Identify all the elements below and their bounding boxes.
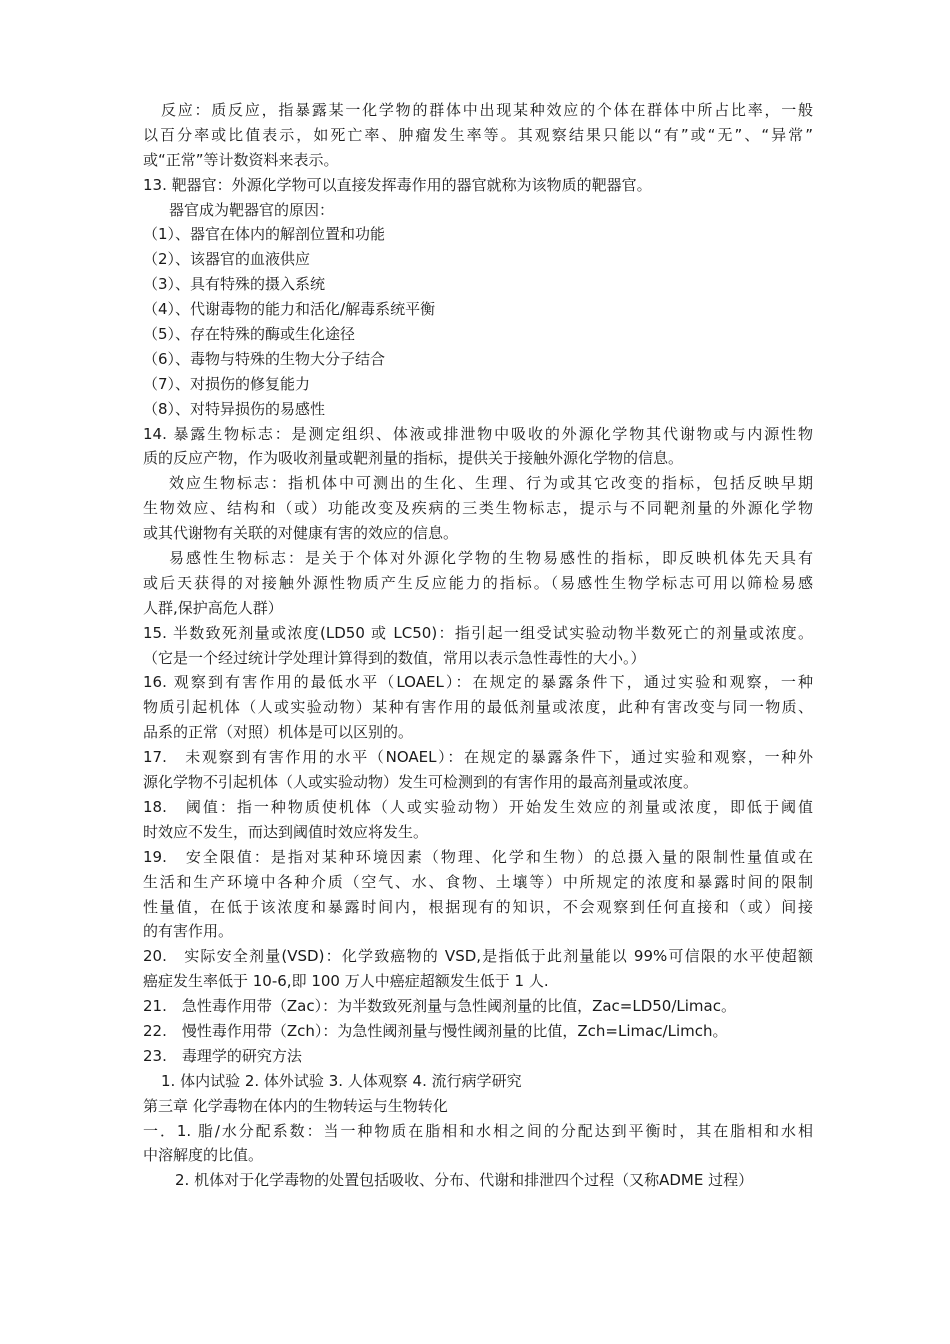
text-line: 15. 半数致死剂量或浓度(LD50 或 LC50)：指引起一组受试实验动物半数死亡的剂量或浓度。 <box>143 623 813 642</box>
text-line: 生活和生产环境中各种介质（空气、水、食物、土壤等）中所规定的浓度和暴露时间的限制 <box>143 872 813 891</box>
text-line: 易感性生物标志：是关于个体对外源化学物的生物易感性的指标，即反映机体先天具有 <box>169 549 813 568</box>
text-line: 16. 观察到有害作用的最低水平（LOAEL）：在规定的暴露条件下，通过实验和观察，一种 <box>143 673 813 692</box>
text-line: 18. 阈值：指一种物质使机体（人或实验动物）开始发生效应的剂量或浓度，即低于阈值 <box>143 797 813 816</box>
text-line: 22. 慢性毒作用带（Zch）：为急性阈剂量与慢性阈剂量的比值，Zch=Limac/Limch。 <box>143 1021 728 1040</box>
text-line: 反应：质反应，指暴露某一化学物的群体中出现某种效应的个体在群体中所占比率，一般 <box>161 101 813 119</box>
text-line: 14. 暴露生物标志：是测定组织、体液或排泄物中吸收的外源化学物其代谢物或与内源性物 <box>143 424 813 443</box>
text-line: 1. 体内试验 2. 体外试验 3. 人体观察 4. 流行病学研究 <box>161 1071 522 1090</box>
text-line: 第三章 化学毒物在体内的生物转运与生物转化 <box>143 1096 448 1115</box>
document-body <box>143 98 813 1193</box>
text-line: 21. 急性毒作用带（Zac）：为半数致死剂量与急性阈剂量的比值，Zac=LD50/Limac。 <box>143 997 736 1016</box>
text-line: 效应生物标志：指机体中可测出的生化、生理、行为或其它改变的指标，包括反映早期 <box>169 474 813 493</box>
text-line: 生物效应、结构和（或）功能改变及疾病的三类生物标志，提示与不同靶剂量的外源化学物 <box>143 499 813 518</box>
text-line: 的有害作用。 <box>143 922 234 941</box>
text-line: 源化学物不引起机体（人或实验动物）发生可检测到的有害作用的最高剂量或浓度。 <box>143 773 699 792</box>
text-line: 器官成为靶器官的原因： <box>169 200 335 219</box>
text-line: 物质引起机体（人或实验动物）某种有害作用的最低剂量或浓度，此种有害改变与同一物质、 <box>143 698 813 717</box>
text-line: （5）、存在特殊的酶或生化途径 <box>143 325 356 344</box>
text-line: 时效应不发生，而达到阈值时效应将发生。 <box>143 822 429 841</box>
text-line: 以百分率或比值表示，如死亡率、肿瘤发生率等。其观察结果只能以“有”或“无”、“异常” <box>143 125 813 144</box>
text-line: 性量值，在低于该浓度和暴露时间内，根据现有的知识，不会观察到任何直接和（或）间接 <box>143 897 813 916</box>
text-line: 中溶解度的比值。 <box>143 1146 264 1165</box>
text-line: 或后天获得的对接触外源性物质产生反应能力的指标。（易感性生物学标志可用以筛检易感 <box>143 573 813 592</box>
text-line: （6）、毒物与特殊的生物大分子结合 <box>143 349 386 368</box>
text-line: （3）、具有特殊的摄入系统 <box>143 275 326 294</box>
text-line: 人群,保护高危人群） <box>143 598 283 617</box>
text-line: 19. 安全限值：是指对某种环境因素（物理、化学和生物）的总摄入量的限制性量值或在 <box>143 847 813 866</box>
text-line: 13. 靶器官：外源化学物可以直接发挥毒作用的器官就称为该物质的靶器官。 <box>143 175 652 194</box>
text-line: （7）、对损伤的修复能力 <box>143 374 311 393</box>
text-line: （它是一个经过统计学处理计算得到的数值，常用以表示急性毒性的大小。） <box>143 648 646 667</box>
text-line: 或其代谢物有关联的对健康有害的效应的信息。 <box>143 524 459 543</box>
text-line: 17. 未观察到有害作用的水平（NOAEL）：在规定的暴露条件下，通过实验和观察，一种外 <box>143 748 813 767</box>
text-line: 或“正常”等计数资料来表示。 <box>143 150 339 169</box>
text-line: 23. 毒理学的研究方法 <box>143 1046 302 1065</box>
text-line: 癌症发生率低于 10-6,即 100 万人中癌症超额发生低于 1 人. <box>143 972 549 991</box>
text-line: （2）、该器官的血液供应 <box>143 250 311 269</box>
text-line: 一．1. 脂/水分配系数：当一种物质在脂相和水相之间的分配达到平衡时，其在脂相和水相 <box>143 1121 813 1140</box>
text-line: 20. 实际安全剂量(VSD)：化学致癌物的 VSD,是指低于此剂量能以 99%可信限的水平使超额 <box>143 947 813 966</box>
text-line: 品系的正常（对照）机体是可以区别的。 <box>143 723 414 742</box>
text-line: （8）、对特异损伤的易感性 <box>143 399 326 418</box>
text-line: 2. 机体对于化学毒物的处置包括吸收、分布、代谢和排泄四个过程（又称ADME 过程） <box>175 1171 754 1190</box>
text-line: （4）、代谢毒物的能力和活化/解毒系统平衡 <box>143 300 436 319</box>
text-line: 质的反应产物，作为吸收剂量或靶剂量的指标，提供关于接触外源化学物的信息。 <box>143 449 684 468</box>
text-line: （1）、器官在体内的解剖位置和功能 <box>143 225 386 244</box>
